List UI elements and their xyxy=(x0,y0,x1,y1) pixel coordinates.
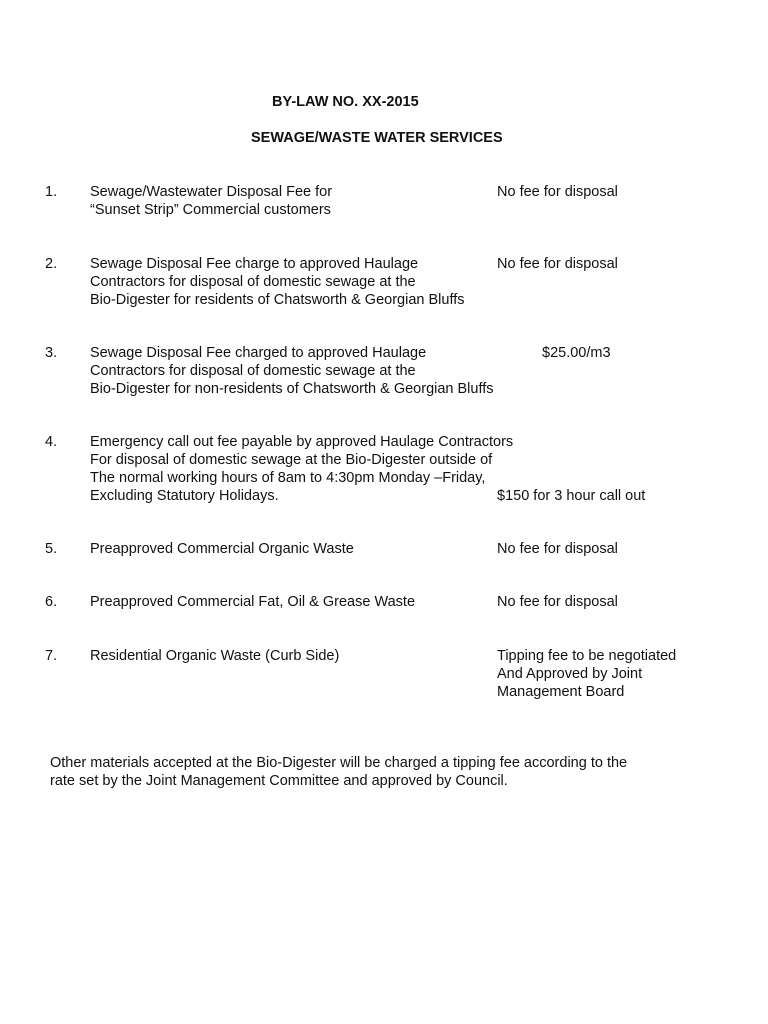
description-line: Emergency call out fee payable by approved Haulage Contractors xyxy=(90,434,514,450)
item-description xyxy=(90,433,514,505)
item-fee xyxy=(497,183,618,201)
description-line: “Sunset Strip” Commercial customers xyxy=(90,202,331,218)
description-line: For disposal of domestic sewage at the Bio-Digester outside of xyxy=(90,452,493,468)
item-fee xyxy=(497,647,676,701)
description-line: Sewage Disposal Fee charged to approved Haulage xyxy=(90,345,427,361)
item-fee xyxy=(497,255,618,273)
item-description xyxy=(90,255,510,309)
item-number: 5. xyxy=(45,541,58,557)
description-line: Sewage Disposal Fee charge to approved Haulage xyxy=(90,256,419,272)
fee-line: $25.00/m3 xyxy=(542,345,611,361)
fee-line: No fee for disposal xyxy=(497,184,618,200)
fee-line: Management Board xyxy=(497,684,625,700)
item-number: 6. xyxy=(45,594,58,610)
item-number: 3. xyxy=(45,345,58,361)
document-title: SEWAGE/WASTE WATER SERVICES xyxy=(251,130,503,146)
footer-note xyxy=(50,754,690,790)
fee-line: Tipping fee to be negotiated xyxy=(497,648,677,664)
description-line: Contractors for disposal of domestic sewage at the xyxy=(90,274,416,290)
item-description xyxy=(90,647,510,665)
item-fee xyxy=(497,487,645,505)
fee-line: $150 for 3 hour call out xyxy=(497,488,646,504)
description-line: Bio-Digester for non-residents of Chatsworth & Georgian Bluffs xyxy=(90,381,494,397)
description-line: Sewage/Wastewater Disposal Fee for xyxy=(90,184,333,200)
item-description xyxy=(90,183,510,219)
fee-line: No fee for disposal xyxy=(497,541,618,557)
description-line: Preapproved Commercial Organic Waste xyxy=(90,541,354,557)
item-number: 1. xyxy=(45,184,58,200)
item-description xyxy=(90,540,510,558)
item-description xyxy=(90,593,510,611)
footer-line: rate set by the Joint Management Committee and approved by Council. xyxy=(50,773,508,789)
fee-line: No fee for disposal xyxy=(497,594,618,610)
description-line: Preapproved Commercial Fat, Oil & Grease Waste xyxy=(90,594,416,610)
item-description xyxy=(90,344,510,398)
description-line: Residential Organic Waste (Curb Side) xyxy=(90,648,340,664)
description-line: Bio-Digester for residents of Chatsworth & Georgian Bluffs xyxy=(90,292,465,308)
item-number: 4. xyxy=(45,434,58,450)
description-line: Excluding Statutory Holidays. xyxy=(90,488,279,504)
bylaw-number: BY-LAW NO. XX-2015 xyxy=(272,94,419,110)
description-line: The normal working hours of 8am to 4:30pm Monday –Friday, xyxy=(90,470,486,486)
item-fee xyxy=(497,593,618,611)
footer-line: Other materials accepted at the Bio-Digester will be charged a tipping fee according to the xyxy=(50,755,628,771)
item-number: 7. xyxy=(45,648,58,664)
item-number: 2. xyxy=(45,256,58,272)
fee-line: No fee for disposal xyxy=(497,256,618,272)
item-fee xyxy=(542,344,611,362)
item-fee xyxy=(497,540,618,558)
fee-line: And Approved by Joint xyxy=(497,666,643,682)
description-line: Contractors for disposal of domestic sewage at the xyxy=(90,363,416,379)
